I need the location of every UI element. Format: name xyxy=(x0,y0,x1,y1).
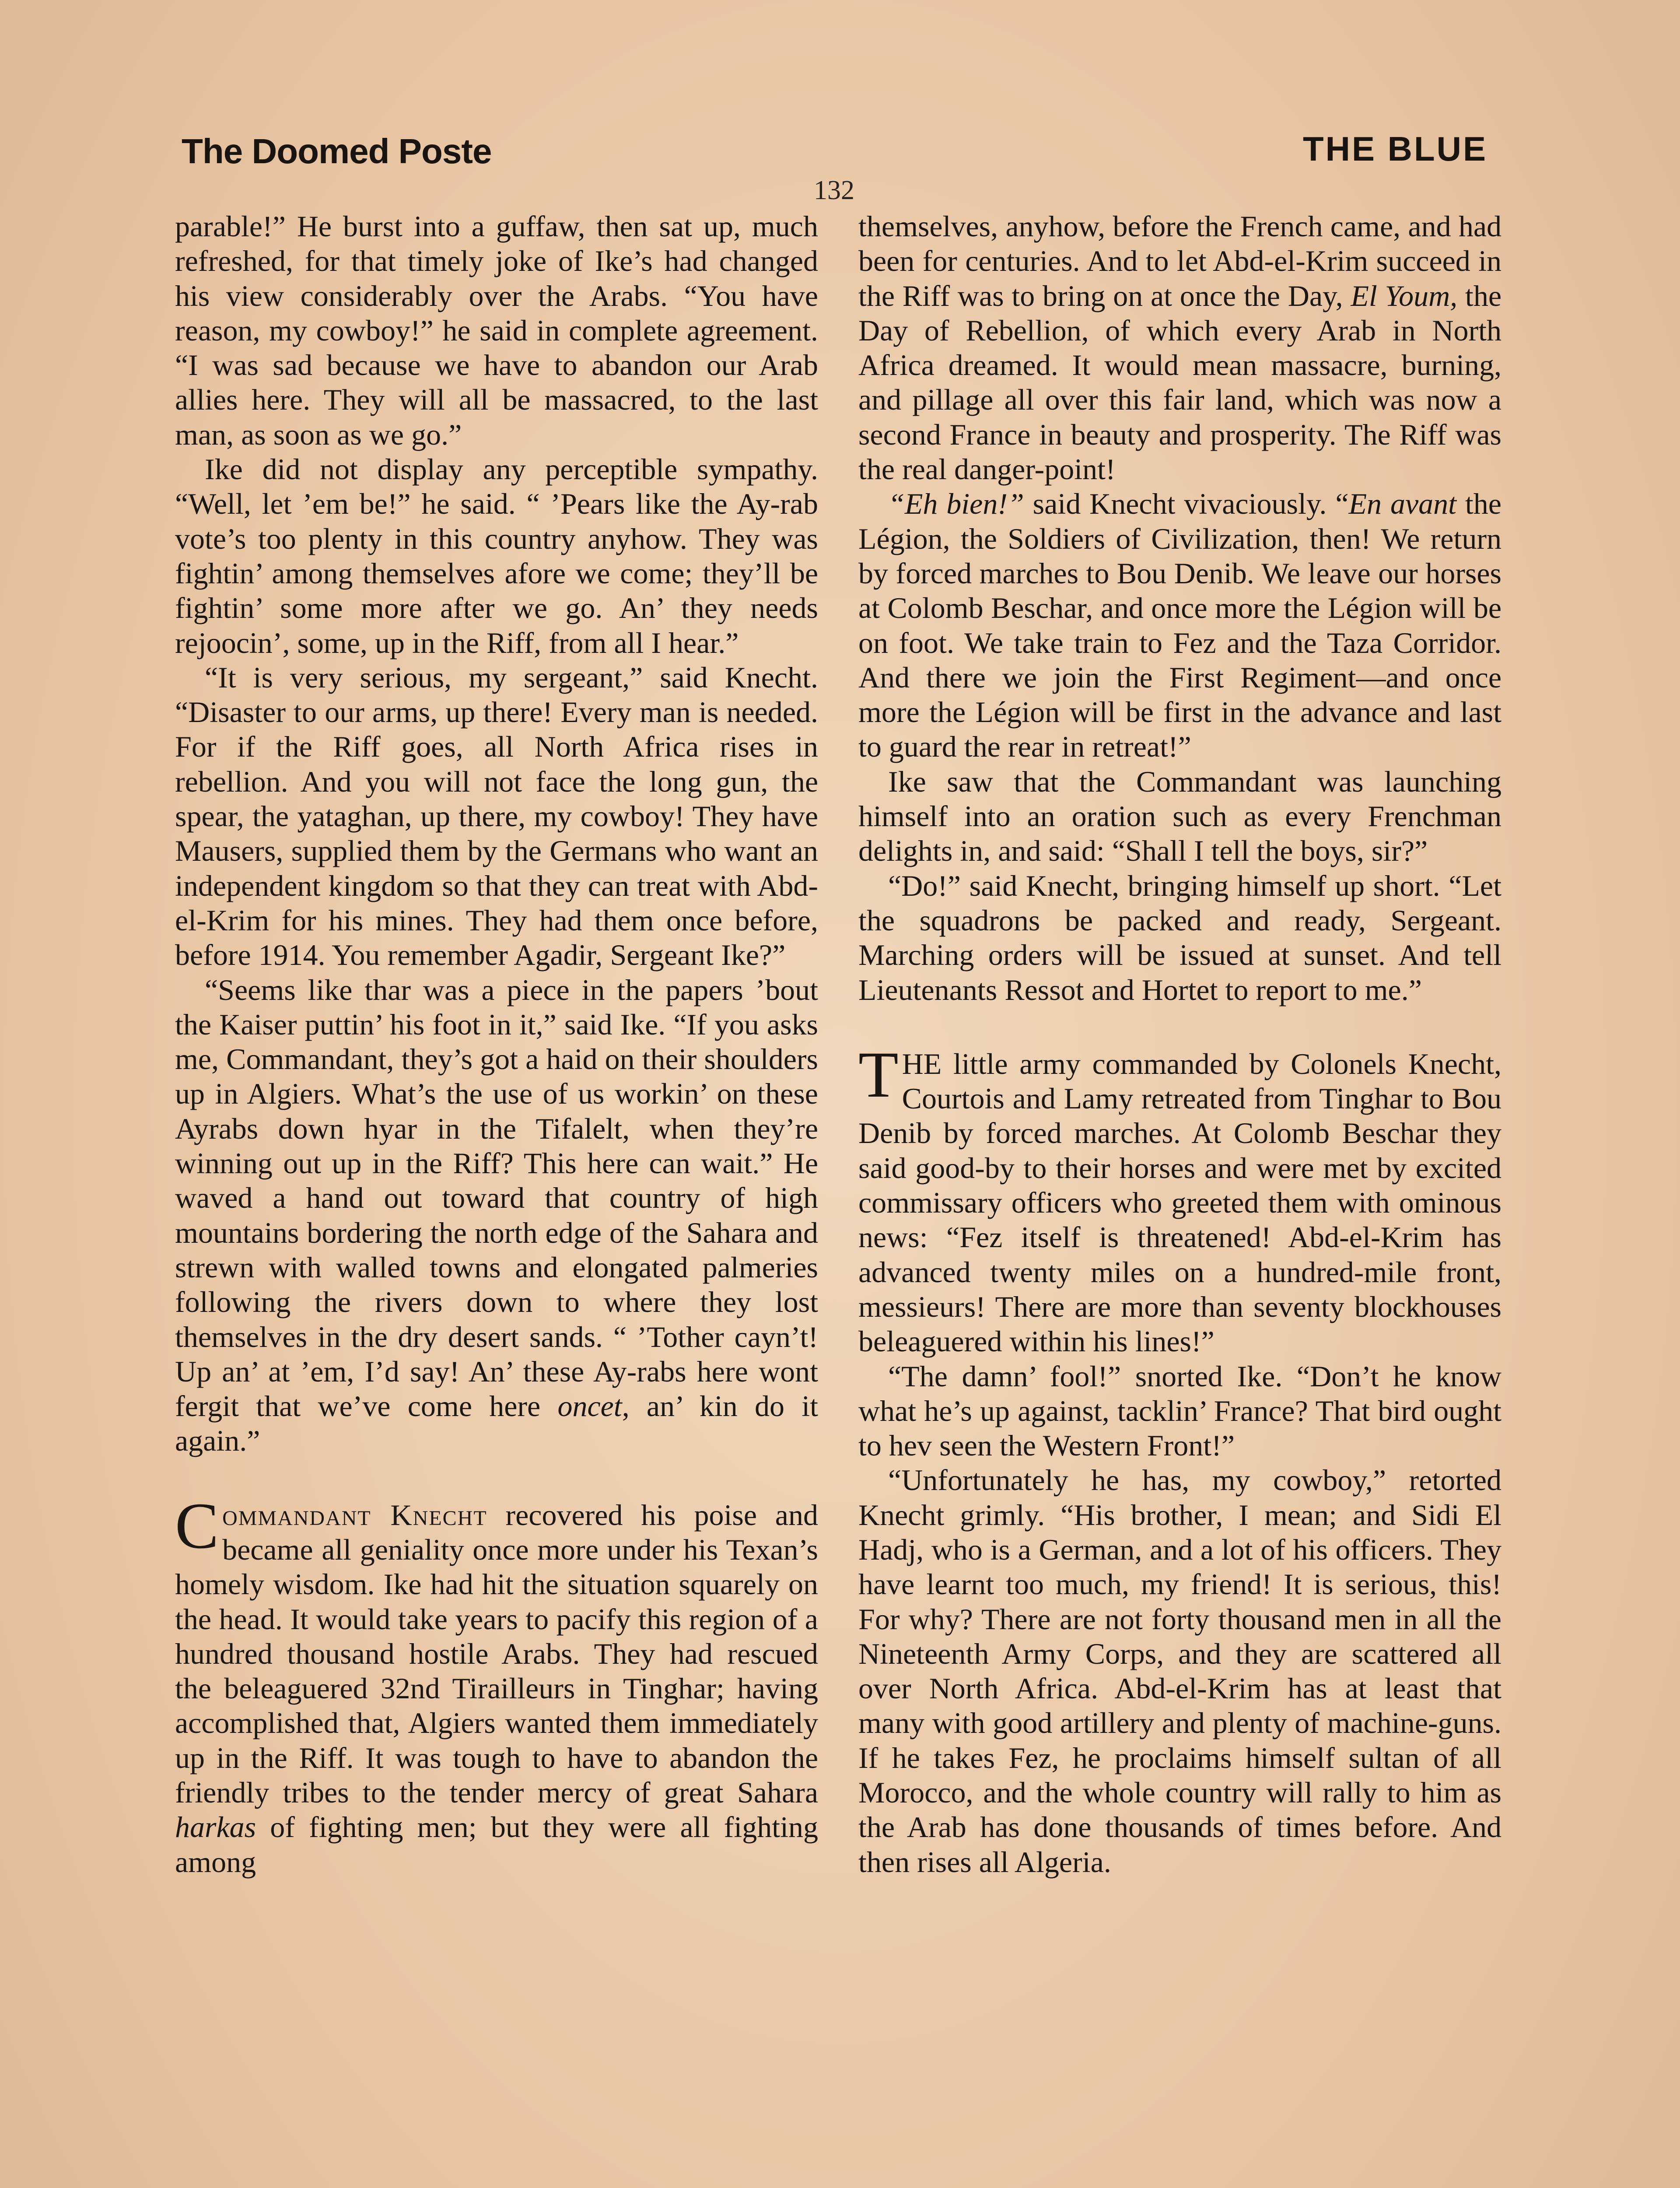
paragraph: “It is very serious, my sergeant,” said Knecht. “Disaster to our arms, up there! Every man is needed. For if the Riff goes, all North Africa rises in rebellion. And you will not face the long gun, the spear, the yataghan, up there, my cowboy! They have Mausers, supplied them by the Germans who want an independent kingdom so that they can treat with Abd-el-Krim for his mines. They had them once before, before 1914. You remember Agadir, Sergeant Ike?” xyxy=(175,660,818,972)
paragraph xyxy=(175,973,818,1459)
drop-cap: C xyxy=(175,1489,219,1562)
paragraph: Ike did not display any perceptible sympathy. “Well, let ’em be!” he said. “ ’Pears like the Ay-rab vote’s too plenty in this country anyhow. They was fightin’ among themselves afore we come; they’ll be fightin’ some more after we go. An’ they needs rejoocin’, some, up in the Riff, from all I hear.” xyxy=(175,452,818,659)
left-column xyxy=(175,209,818,2188)
section-paragraph xyxy=(858,1038,1502,1359)
text-run: said Knecht vivaciously. “ xyxy=(1024,487,1349,521)
text-run: “Seems like thar was a piece in the papers ’bout the Kaiser puttin’ his foot in it,” said Ike. “If you asks me, Commandant, they’s got a haid on their shoulders up in Algiers. What’s the use of us workin’ on these Ayrabs down hyar in the Tifalelt, when they’re winning out up in the Riff? This here can wait.” He waved a hand out toward that country of high mountains bordering the north edge of the Sahara and strewn with walled towns and elongated palmeries following the rivers down to where they lost themselves in the dry desert sands. “ ’Tother cayn’t! Up an’ at ’em, I’d say! An’ these Ay-rabs here wont fergit that we’ve come here xyxy=(175,973,818,1423)
text-run: of fighting men; but they were all fighting among xyxy=(175,1810,818,1879)
text-run: the Légion, the Soldiers of Civilization, then! We return by forced marches to Bou Denib. We leave our horses at Colomb Beschar, and once more the Légion will be on foot. We take train to Fez and the Taza Corridor. And there we join the First Regiment—and once more the Légion will be first in the advance and last to guard the rear in retreat!” xyxy=(858,487,1502,764)
italic-word: En avant xyxy=(1348,487,1457,521)
paragraph: “Unfortunately he has, my cowboy,” retorted Knecht grimly. “His brother, I mean; and Sidi El Hadj, who is a German, and a lot of his officers. They have learnt too much, my friend! It is serious, this! For why? There are not forty thousand men in all the Nineteenth Army Corps, and they are scattered all over North Africa. Abd-el-Krim has at least that many with good artillery and plenty of machine-guns. If he takes Fez, he proclaims himself sultan of all Morocco, and the whole country will rally to him as the Arab has done thousands of times before. And then rises all Algeria. xyxy=(858,1463,1502,1879)
paragraph xyxy=(858,487,1502,764)
italic-word: El Youm, xyxy=(1351,279,1458,312)
text-run: themselves, anyhow, before the French came, and had been for centuries. And to let Abd-el-Krim succeed in the Riff was to bring on at once the Day, xyxy=(858,210,1502,312)
section-paragraph xyxy=(175,1489,818,1879)
italic-word: oncet xyxy=(557,1389,622,1423)
paragraph: “The damn’ fool!” snorted Ike. “Don’t he know what he’s up against, tacklin’ France? That bird ought to hev seen the Western Front!” xyxy=(858,1359,1502,1462)
magazine-title-header: THE BLUE xyxy=(1303,130,1488,168)
page-number: 132 xyxy=(814,175,854,205)
paragraph: Ike saw that the Commandant was launching himself into an oration such as every Frenchman delights in, and said: “Shall I tell the boys, sir?” xyxy=(858,764,1502,868)
text-run: , an’ kin do it again.” xyxy=(175,1389,819,1458)
story-title-header: The Doomed Poste xyxy=(182,132,492,171)
text-run: recovered his poise and became all geniality once more under his Texan’s homely wisdom. Ike had hit the situation squarely on the head. It would take years to pacify this region of a hundred thousand hostile Arabs. They had rescued the beleaguered 32nd Tirailleurs in Tinghar; having accomplished that, Algiers wanted them immediately up in the Riff. It was tough to have to abandon the friendly tribes to the tender mercy of great Sahara xyxy=(175,1498,818,1809)
drop-cap: T xyxy=(858,1038,899,1111)
right-column xyxy=(858,209,1502,2188)
text-run: the Day of Rebellion, of which every Arab in North Africa dreamed. It would mean massacre, burning, and pillage all over this fair land, which was now a second France in beauty and prosperity. The Riff was the real danger-point! xyxy=(858,279,1502,486)
small-caps-lead: ommandant Knecht xyxy=(222,1498,487,1532)
paragraph xyxy=(858,209,1502,487)
paragraph: “Do!” said Knecht, bringing himself up short. “Let the squadrons be packed and ready, Sergeant. Marching orders will be issued at sunset. And tell Lieutenants Ressot and Hortet to report to me.” xyxy=(858,869,1502,1006)
text-run: HE little army commanded by Colonels Knecht, Courtois and Lamy retreated from Tinghar to Bou Denib by forced marches. At Colomb Beschar they said good-by to their horses and were met by excited commissary officers who greeted them with ominous news: “Fez itself is threatened! Abd-el-Krim has advanced twenty miles on a hundred-mile front, messieurs! There are more than seventy blockhouses beleaguered within his lines!” xyxy=(858,1047,1502,1358)
italic-word: “Eh bien!” xyxy=(888,487,1024,521)
paragraph: parable!” He burst into a guffaw, then sat up, much refreshed, for that timely joke of Ike’s had changed his view considerably over the Arabs. “You have reason, my cowboy!” he said in complete agreement. “I was sad because we have to abandon our Arab allies here. They will all be massacred, to the last man, as soon as we go.” xyxy=(175,210,818,451)
italic-word: harkas xyxy=(175,1810,256,1844)
